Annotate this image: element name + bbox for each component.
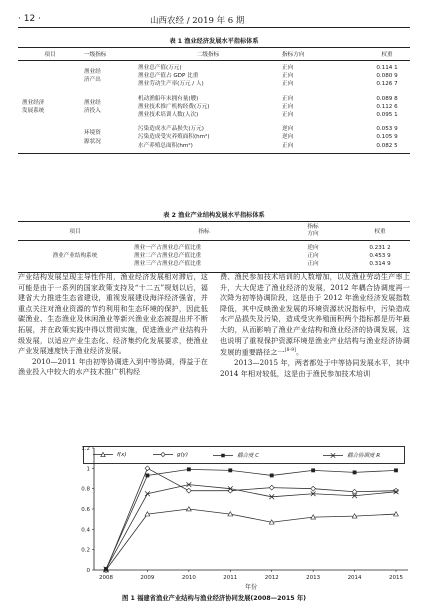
x-axis-label: 年份 (244, 584, 258, 591)
table1-header-project: 项目 (18, 48, 82, 61)
table1-header-primary: 一级指标 (82, 48, 136, 61)
journal-title: 山西农经 / 2019 年 6 期 (150, 16, 245, 26)
y-tick-label: 1 (86, 466, 90, 473)
table1-direction: 正向 (282, 65, 294, 71)
legend-label: 耦合协调度 R (347, 453, 381, 459)
series-2-point (187, 467, 191, 471)
y-tick-label: 0.4 (81, 527, 90, 534)
table2-header-weight: 权重 (350, 222, 410, 241)
y-tick-label: 0 (86, 568, 90, 574)
table1-secondary-indicator: 渔业技术培训人数(人次) (138, 112, 199, 119)
table2-row (18, 241, 410, 253)
table1-caption: 表 1 渔业经济发展水平指标体系 (169, 38, 259, 45)
series-line-1 (106, 468, 396, 570)
table2-indicator: 渔业三产占渔业总产值比重 (134, 261, 202, 268)
table1-project: 渔业经济 发展系统 (22, 99, 45, 114)
table2-project: 渔业产业结构系统 (52, 253, 98, 260)
y-tick-label: 0.2 (81, 547, 90, 554)
right-paragraph-1-text: 费、渔民参加技术培训的人数增加，以及渔业劳动生产率上升，大大促进了渔业经济的发展，2012 年耦合协调度再一次降为初等协调阶段，这是由于 2012 年渔业经济发展指数降低，其中反映渔业发展的环境资源状况指标中，污染造成水产品损失及污染，造成受灾养殖面积两个指标都是历年最大的，从而影响了渔业产业结构和渔业经济的协调发展，这也说明了重视保护资源环境是渔业产业结构与渔业经济协调发展的重要路径之一 (220, 272, 410, 357)
table1-direction: 逆向 (282, 134, 294, 141)
table1-header-secondary: 二级指标 (136, 48, 280, 61)
citation-ref: [8-9] (284, 348, 297, 354)
table1-weight: 0.053 9 (376, 126, 398, 133)
table1-weight: 0.095 1 (376, 112, 398, 119)
x-tick-label: 2009 (140, 575, 155, 581)
legend-label: 耦合度 C (237, 453, 260, 459)
series-2-point (270, 474, 274, 478)
table2-indicator: 渔业二产占渔业总产值比重 (134, 253, 202, 260)
table1-direction: 正向 (282, 73, 294, 80)
table2 (18, 221, 410, 273)
table1-primary-indicator: 渔业经 济投入 (84, 99, 101, 114)
table1-header-weight: 权重 (364, 48, 410, 61)
table1-secondary-indicator: 渔业技术推广机构经费(万元) (138, 103, 210, 110)
x-tick-label: 2012 (264, 575, 279, 581)
series-line-3 (106, 485, 396, 569)
right-paragraph-1-end: 。 (296, 347, 304, 357)
table2-header-project: 项目 (18, 222, 132, 241)
series-1-point (352, 489, 357, 494)
right-paragraph-1 (220, 272, 410, 358)
table2-direction: 正向 (307, 253, 319, 260)
table1-secondary-indicator: 污染造成水产品损失(万元) (138, 126, 204, 133)
table1-weight: 0.114 1 (376, 65, 398, 71)
table2-header-direction: 指标 方向 (276, 222, 350, 241)
page-number: · 12 · (18, 14, 41, 24)
table1-direction: 正向 (282, 142, 294, 149)
table1-primary-indicator: 环境资 源状况 (84, 130, 101, 145)
legend-label: f(x) (117, 452, 127, 458)
table1-secondary-indicator: 机动渔船年末拥有量(艘) (138, 95, 199, 102)
body-right-column (220, 272, 410, 379)
table1-secondary-indicator: 水产养殖总面积(hm²) (138, 142, 193, 149)
table1-direction: 正向 (282, 95, 294, 102)
right-paragraph-2: 2013—2015 年，两者都处于中等协同发展水平，其中 2014 年相对较低，这是由于渔民参加技术培训 (220, 358, 410, 378)
table1-weight: 0.080 9 (376, 73, 398, 80)
x-tick-label: 2010 (181, 575, 196, 581)
series-2-point (146, 474, 150, 478)
table1-direction: 正向 (282, 81, 294, 88)
table1-weight: 0.112 6 (376, 103, 398, 110)
y-tick-label: 0.8 (81, 486, 90, 493)
y-tick-label: 0.6 (81, 507, 90, 513)
series-2-point (394, 468, 398, 472)
table1 (18, 47, 410, 154)
table1-secondary-indicator: 渔业总产值(万元) (138, 65, 182, 71)
table1-weight: 0.105 9 (376, 134, 398, 141)
y-tick-label: 1.2 (81, 446, 90, 452)
table1-weight: 0.082 5 (376, 142, 398, 149)
series-1-point (311, 486, 316, 491)
table2-weight: 0.453 9 (369, 253, 391, 260)
series-1-point (394, 488, 399, 493)
x-tick-label: 2013 (306, 575, 321, 581)
series-1-point (145, 466, 150, 471)
table1-weight: 0.089 8 (376, 95, 398, 102)
table2-indicator: 渔业一产占渔业总产值比重 (134, 245, 202, 251)
table1-direction: 正向 (282, 103, 294, 110)
table1-secondary-indicator: 渔业劳动生产率(万元 / 人) (138, 81, 204, 88)
table2-direction: 逆向 (307, 245, 319, 251)
table1-direction: 正向 (282, 112, 294, 119)
series-line-2 (106, 469, 396, 569)
table1-secondary-indicator: 污染造成受灾养殖面积(hm²) (138, 134, 210, 141)
header-rule (18, 27, 410, 28)
table1-secondary-indicator: 渔业总产值占 GDP 比重 (138, 73, 199, 80)
x-tick-label: 2011 (223, 575, 238, 581)
x-tick-label: 2014 (347, 575, 362, 581)
x-tick-label: 2008 (99, 575, 113, 581)
figure-caption: 图 1 福建省渔业产业结构与渔业经济协同发展(2008—2015 年) (122, 595, 306, 602)
table1-primary-indicator: 渔业经 济产出 (84, 69, 101, 84)
table2-header-indicator: 指标 (132, 222, 276, 241)
table1-direction: 逆向 (282, 126, 294, 133)
series-2-point (228, 468, 232, 472)
series-1-point (186, 488, 191, 493)
body-left-column (18, 272, 208, 378)
left-paragraph-1: 产业结构发展呈现主导性作用，渔业经济发展相对滞后，这可能是由于一系列的国家政策支持及“十二五”规划以后，福建省大力推进生态省建设，重视发展建设海洋经济强省，并重点关注对渔业资源的节约利用和生态环境的保护，因此低碳渔业、生态渔业及休闲渔业等新兴渔业业态被提出并不断拓展，并在政策实践中得以贯彻实施，促进渔业产业结构升级发展，以适应产业生态化、经济集约化发展要求，使渔业产业发展速度快于渔业经济发展。 (18, 272, 208, 356)
table2-direction: 正向 (307, 261, 319, 268)
series-1-point (269, 485, 274, 490)
table2-weight: 0.314 9 (369, 261, 391, 268)
table2-caption: 表 2 渔业产业结构发展水平指标体系 (163, 212, 265, 219)
x-tick-label: 2015 (389, 575, 403, 581)
series-0-point (186, 507, 191, 511)
table2-weight: 0.231 2 (369, 245, 391, 251)
series-2-point (353, 470, 357, 474)
coupling-chart (58, 440, 418, 592)
table1-row (18, 61, 410, 73)
table1-weight: 0.126 7 (376, 81, 398, 88)
left-paragraph-2: 2010—2011 年由初等协调进入到中等协调，得益于在渔业投入中较大的水产技术推广机构经 (18, 356, 208, 377)
table1-header-direction: 指标方向 (280, 48, 364, 61)
legend-label: g(y) (177, 452, 189, 458)
series-2-point (311, 468, 315, 472)
